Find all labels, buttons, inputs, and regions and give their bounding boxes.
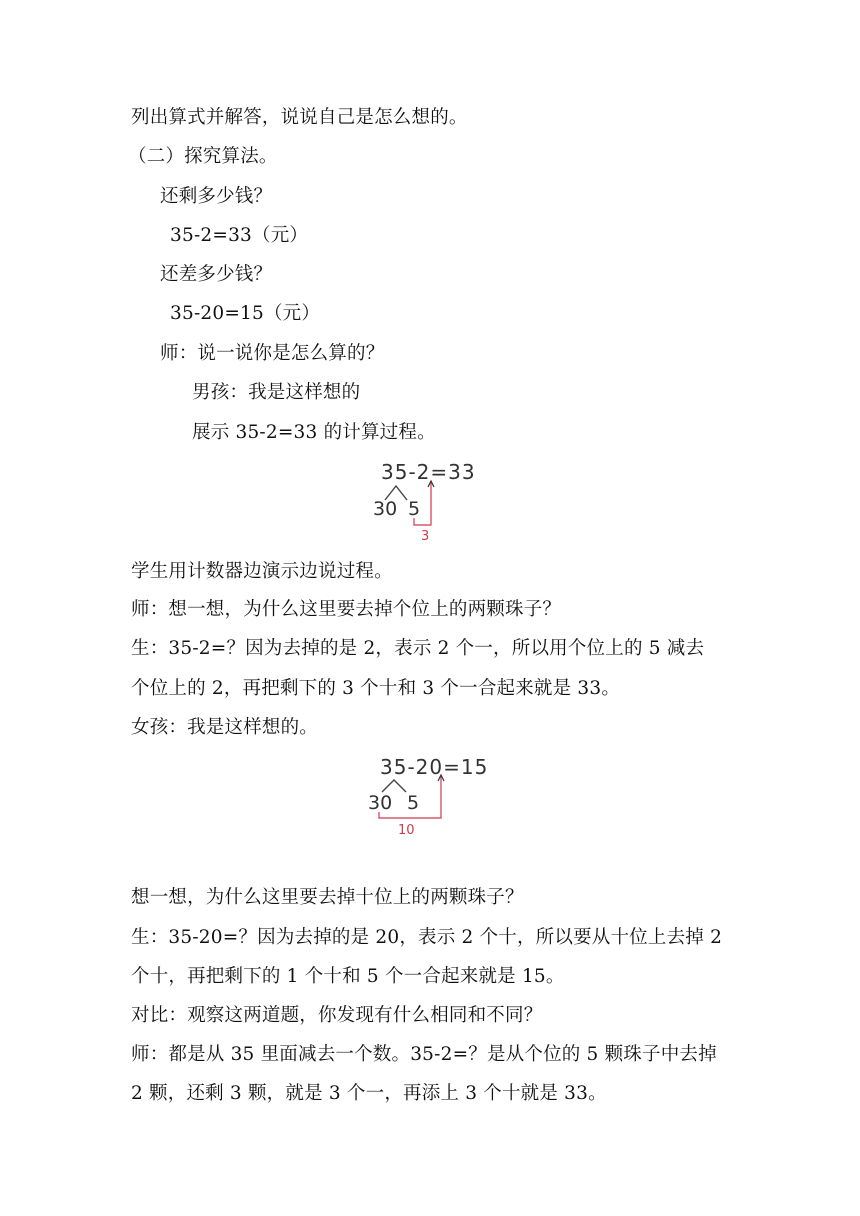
calc-diagram-35-minus-2 [360, 456, 500, 544]
text-line-14: 女孩：我是这样想的。 [131, 717, 319, 738]
text-line-11: 师：想一想，为什么这里要去掉个位上的两颗珠子？ [131, 599, 562, 620]
equation-line-2: 35-20=15（元） [170, 303, 321, 324]
text-line-9: 展示 35-2=33 的计算过程。 [192, 422, 436, 443]
calc-diagram-35-minus-20 [356, 752, 506, 840]
text-line-7: 师：说一说你是怎么算的？ [160, 343, 385, 364]
text-line-19: 师：都是从 35 里面减去一个数。35-2=？是从个位的 5 颗珠子中去掉 [131, 1044, 717, 1065]
text-line-13: 个位上的 2，再把剩下的 3 个十和 3 个一合起来就是 33。 [131, 678, 621, 699]
text-line-8: 男孩：我是这样想的 [192, 382, 361, 403]
text-line-17: 个十，再把剩下的 1 个十和 5 个一合起来就是 15。 [131, 966, 565, 987]
diagram2-equation: 35-20=15 [380, 755, 489, 779]
diagram2-split-lines [382, 780, 406, 792]
diagram1-ones: 5 [408, 498, 421, 520]
diagram1-tens: 30 [373, 498, 398, 520]
text-line-18: 对比：观察这两道题，你发现有什么相同和不同？ [131, 1005, 543, 1026]
text-line-20: 2 颗，还剩 3 颗，就是 3 个一，再添上 3 个十就是 33。 [131, 1083, 607, 1104]
text-line-10: 学生用计数器边演示边说过程。 [131, 561, 393, 582]
diagram1-equation: 35-2=33 [381, 460, 476, 484]
diagram1-result: 3 [421, 529, 430, 544]
text-line-16: 生：35-20=？因为去掉的是 20，表示 2 个十，所以要从十位上去掉 2 [131, 927, 723, 948]
text-line-15: 想一想，为什么这里要去掉十位上的两颗珠子？ [131, 887, 524, 908]
text-line-1: 列出算式并解答，说说自己是怎么想的。 [131, 107, 468, 128]
text-line-12: 生：35-2=？因为去掉的是 2，表示 2 个一，所以用个位上的 5 减去 [131, 638, 705, 659]
equation-line-1: 35-2=33（元） [170, 225, 309, 246]
section-heading: （二）探究算法。 [128, 146, 278, 167]
diagram2-tens: 30 [368, 792, 393, 814]
diagram2-ones: 5 [407, 792, 420, 814]
text-line-3: 还剩多少钱？ [160, 186, 273, 207]
text-line-5: 还差多少钱？ [160, 264, 273, 285]
diagram2-result: 10 [398, 823, 415, 838]
